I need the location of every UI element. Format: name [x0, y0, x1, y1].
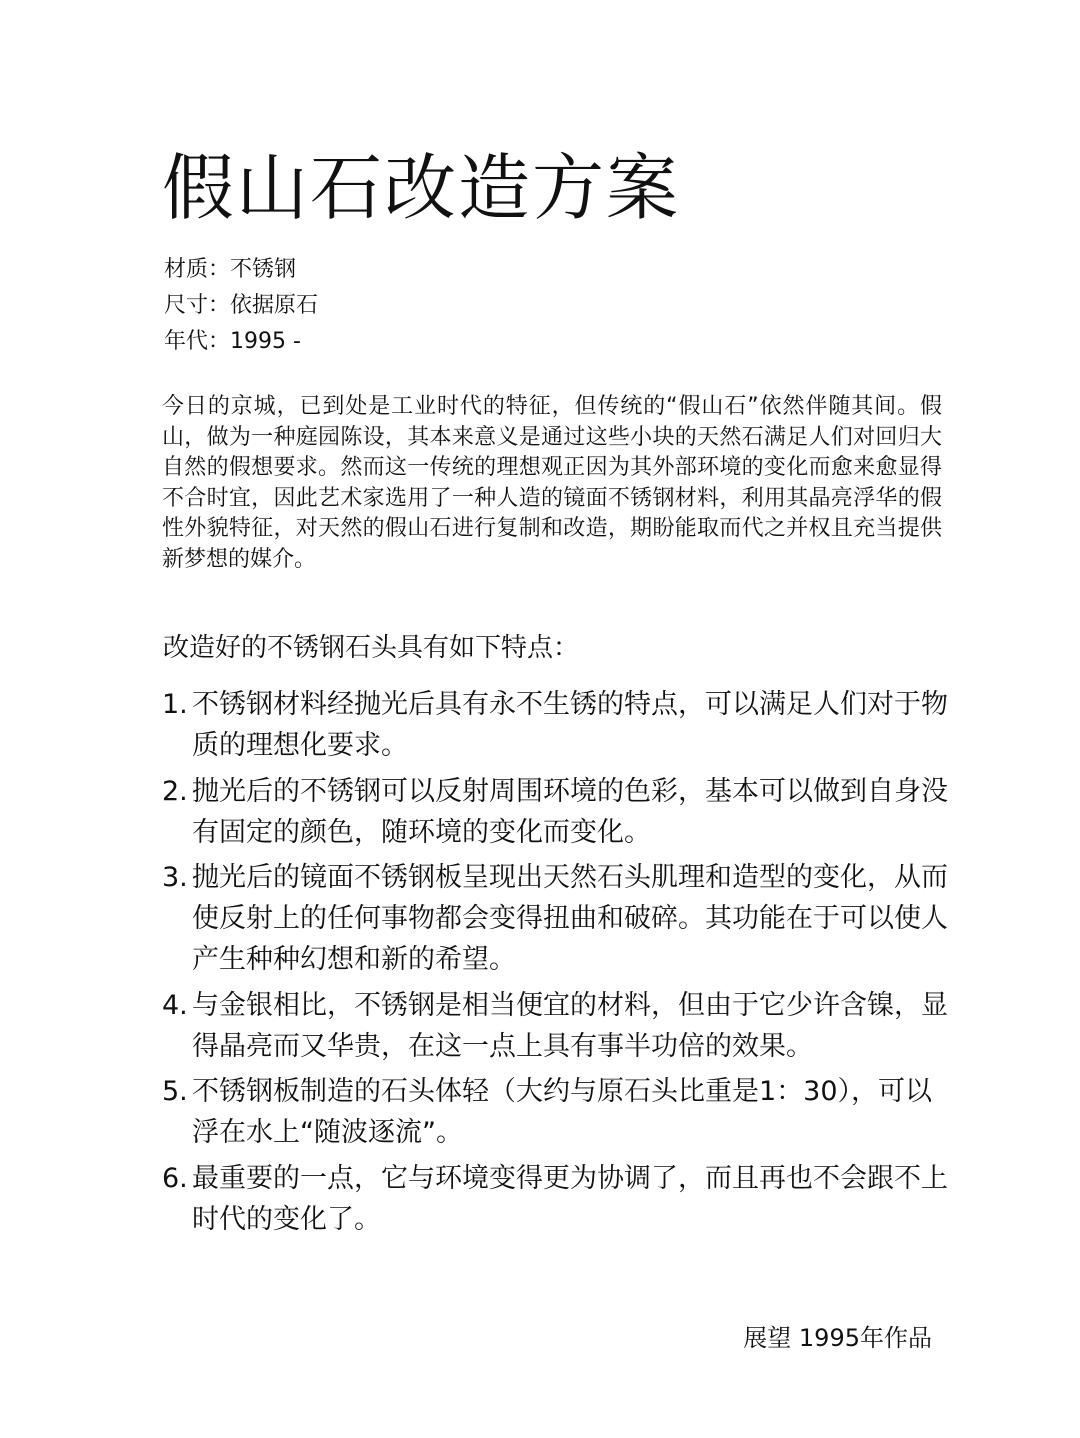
feature-text: 与金银相比，不锈钢是相当便宜的材料，但由于它少许含镍，显得晶亮而又华贵，在这一点上具有事半功倍的效果。 — [192, 989, 948, 1062]
feature-item — [162, 684, 952, 766]
feature-item — [162, 985, 952, 1067]
features-list — [162, 684, 952, 1244]
feature-item — [162, 1158, 952, 1240]
feature-text: 抛光后的镜面不锈钢板呈现出天然石头肌理和造型的变化，从而使反射上的任何事物都会变得扭曲和破碎。其功能在于可以使人产生种种幻想和新的希望。 — [192, 862, 948, 975]
feature-number: 4. — [162, 989, 188, 1021]
meta-material: 材质：不锈钢 — [164, 257, 297, 282]
features-heading: 改造好的不锈钢石头具有如下特点： — [163, 633, 580, 663]
artwork-meta — [164, 252, 318, 360]
artist-signature: 展望 1995年作品 — [743, 1324, 932, 1352]
feature-text: 不锈钢材料经抛光后具有永不生锈的特点，可以满足人们对于物质的理想化要求。 — [192, 689, 948, 761]
meta-size: 尺寸：依据原石 — [164, 293, 319, 318]
feature-text: 抛光后的不锈钢可以反射周围环境的色彩，基本可以做到自身没有固定的颜色，随环境的变化而变化。 — [192, 775, 948, 848]
feature-number: 1. — [162, 689, 188, 720]
feature-item — [162, 857, 952, 980]
feature-item — [162, 771, 952, 853]
feature-number: 2. — [162, 775, 188, 807]
feature-number: 6. — [162, 1162, 188, 1194]
feature-text: 不锈钢板制造的石头体轻（大约与原石头比重是1：30），可以浮在水上“随波逐流”。 — [192, 1076, 933, 1148]
intro-paragraph: 今日的京城，已到处是工业时代的特征，但传统的“假山石”依然伴随其间。假山，做为一种庭园陈设，其本来意义是通过这些小块的天然石满足人们对回归大自然的假想要求。然而这一传统的理想观正因为其外部环境的变化而愈来愈显得不合时宜，因此艺术家选用了一种人造的镜面不锈钢材料，利用其晶亮浮华的假性外貌特征，对天然的假山石进行复制和改造，期盼能取而代之并权且充当提供新梦想的媒介。 — [162, 394, 942, 572]
feature-text: 最重要的一点，它与环境变得更为协调了，而且再也不会跟不上时代的变化了。 — [192, 1162, 948, 1235]
feature-number: 5. — [162, 1076, 188, 1107]
meta-year: 年代：1995 - — [164, 329, 301, 354]
document-title: 假山石改造方案 — [162, 146, 681, 230]
feature-number: 3. — [162, 862, 188, 893]
feature-item — [162, 1071, 952, 1153]
